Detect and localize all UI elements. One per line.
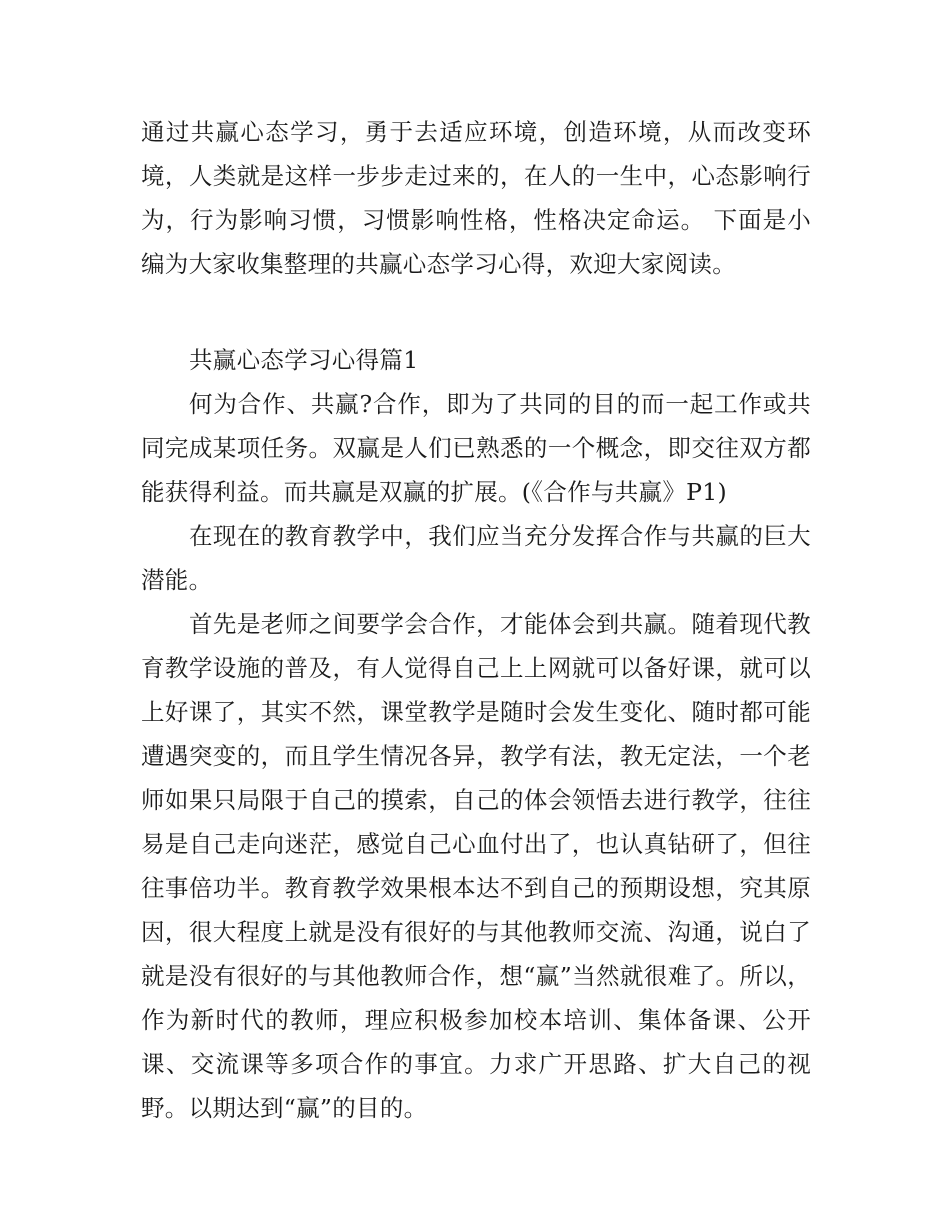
intro-paragraph: 通过共赢心态学习，勇于去适应环境，创造环境，从而改变环境，人类就是这样一步步走过来的，在人的一生中，心态影响行为，行为影响习惯，习惯影响性格，性格决定命运。 下面是小编为大家收集整理的共赢心态学习心得，欢迎大家阅读。 [141, 118, 811, 278]
body-paragraph-1: 何为合作、共赢?合作，即为了共同的目的而一起工作或共同完成某项任务。双赢是人们已熟悉的一个概念，即交往双方都能获得利益。而共赢是双赢的扩展。(《合作与共赢》P1) [141, 390, 811, 506]
section-title: 共赢心态学习心得篇1 [189, 346, 419, 374]
body-paragraph-2: 在现在的教育教学中，我们应当充分发挥合作与共赢的巨大潜能。 [141, 522, 811, 594]
paragraph-gap [141, 286, 811, 338]
document-body [141, 110, 811, 1130]
body-paragraph-3: 首先是老师之间要学会合作，才能体会到共赢。随着现代教育教学设施的普及，有人觉得自己上上网就可以备好课，就可以上好课了，其实不然，课堂教学是随时会发生变化、随时都可能遭遇突变的，而且学生情况各异，教学有法，教无定法，一个老师如果只局限于自己的摸索，自己的体会领悟去进行教学，往往易是自己走向迷茫，感觉自己心血付出了，也认真钻研了，但往往事倍功半。教育教学效果根本达不到自己的预期设想，究其原因，很大程度上就是没有很好的与其他教师交流、沟通，说白了就是没有很好的与其他教师合作，想“赢”当然就很难了。所以，作为新时代的教师，理应积极参加校本培训、集体备课、公开课、交流课等多项合作的事宜。力求广开思路、扩大自己的视野。以期达到“赢”的目的。 [141, 610, 811, 1122]
